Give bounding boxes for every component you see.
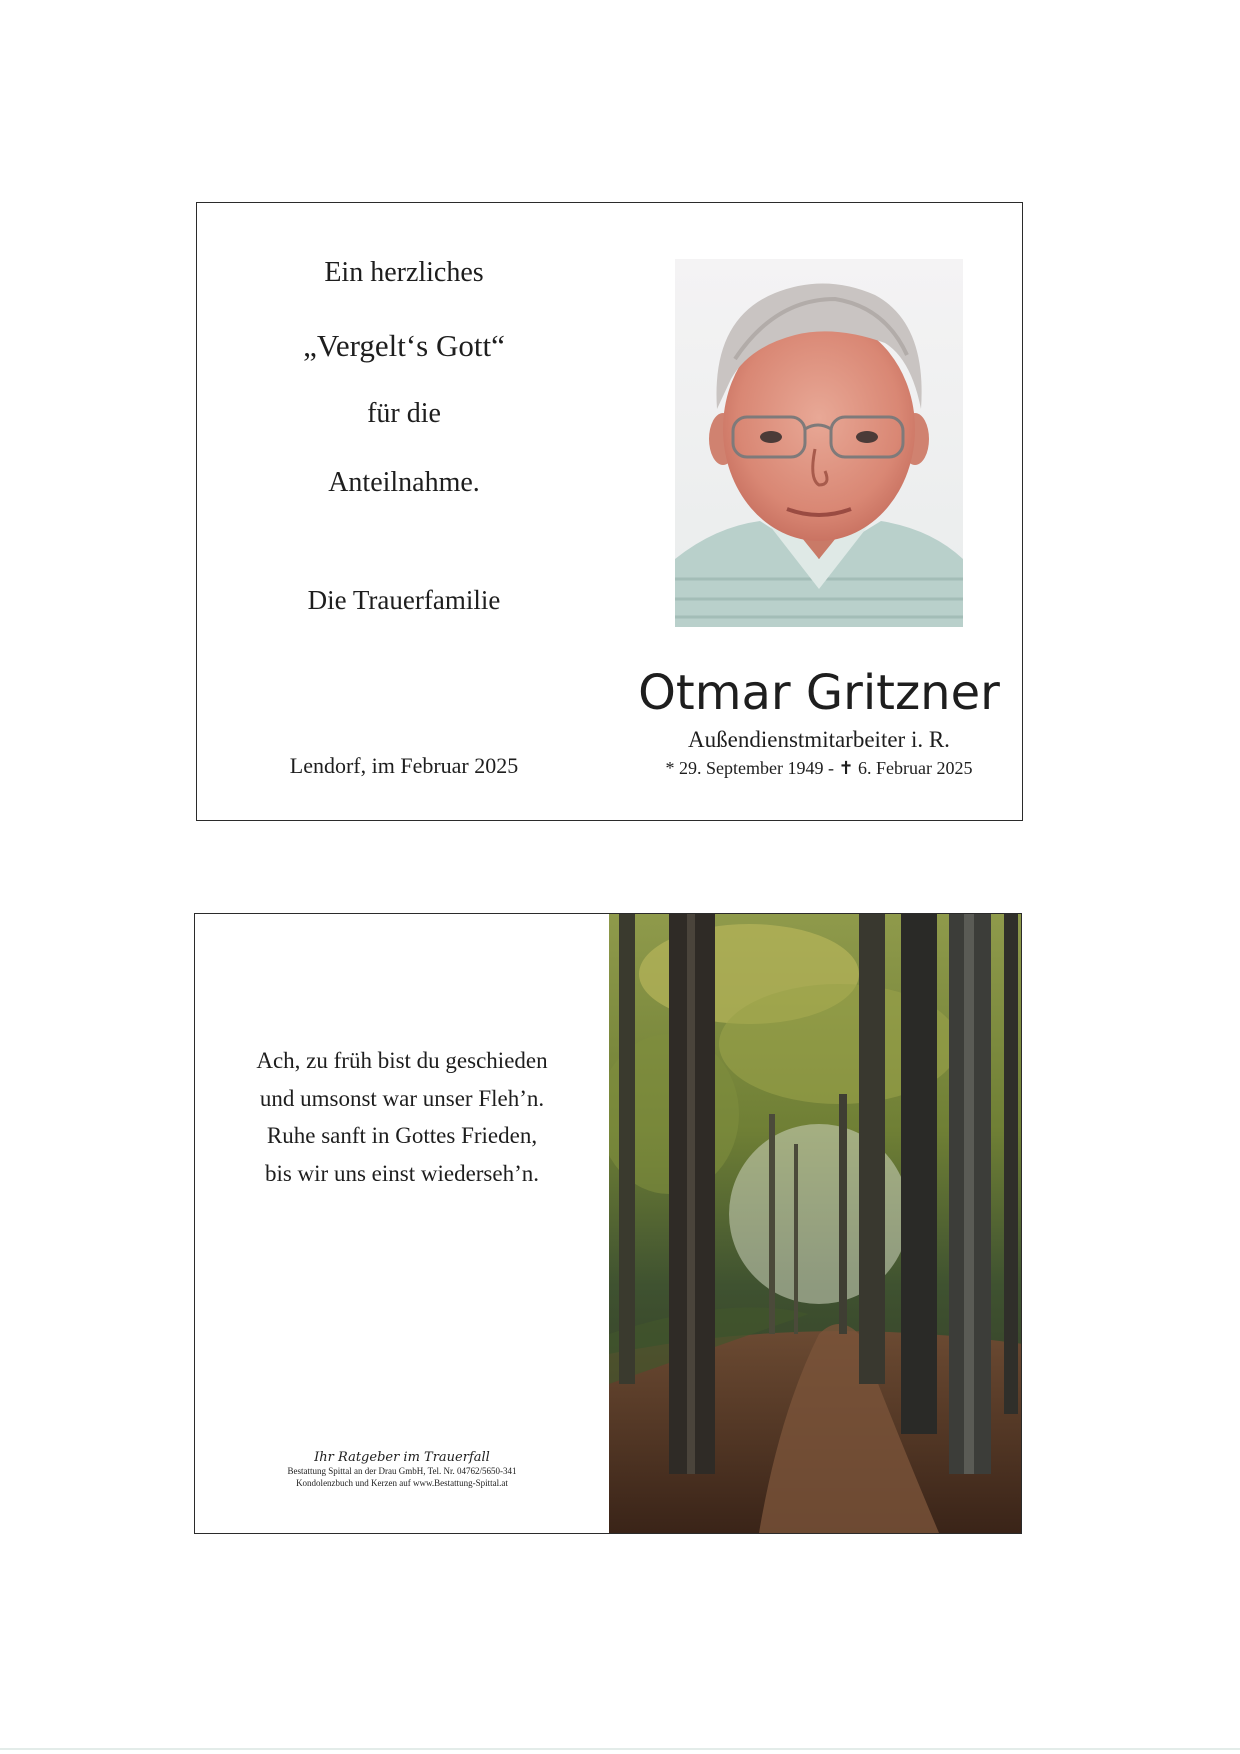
portrait-illustration — [675, 259, 963, 627]
poem — [195, 1042, 609, 1192]
thanks-line-3: für die — [367, 398, 441, 429]
forest-illustration — [609, 914, 1022, 1533]
imprint-tagline: Ihr Ratgeber im Trauerfall — [314, 1450, 490, 1465]
poem-line-2: und umsonst war unser Fleh’n. — [259, 1085, 545, 1111]
family-signature: Die Trauerfamilie — [307, 585, 501, 615]
imprint-line-1: Bestattung Spittal an der Drau GmbH, Tel. Nr. 04762/5650-341 — [287, 1466, 517, 1476]
portrait-photo — [675, 259, 963, 627]
thanks-line-2: „Vergelt‘s Gott“ — [303, 328, 505, 363]
poem-line-4: bis wir uns einst wiederseh’n. — [264, 1160, 540, 1186]
place-date: Lendorf, im Februar 2025 — [289, 753, 519, 778]
poem-line-3: Ruhe sanft in Gottes Frieden, — [266, 1123, 538, 1148]
thanks-line-1: Ein herzliches — [324, 257, 484, 288]
poem-line-1: Ach, zu früh bist du geschieden — [256, 1048, 548, 1073]
forest-path-image — [609, 914, 1022, 1533]
card-front — [196, 202, 1023, 821]
imprint-line-2: Kondolenzbuch und Kerzen auf www.Bestattung-Spittal.at — [296, 1478, 508, 1488]
funeral-home-imprint — [195, 1450, 609, 1489]
card-back — [194, 913, 1022, 1534]
deceased-name: Otmar Gritzner — [638, 665, 1000, 721]
thanks-line-4: Anteilnahme. — [328, 467, 480, 498]
page-bottom-edge — [0, 1748, 1240, 1750]
occupation: Außendienstmitarbeiter i. R. — [688, 727, 950, 752]
life-dates: * 29. September 1949 - ✝ 6. Februar 2025 — [665, 758, 973, 778]
